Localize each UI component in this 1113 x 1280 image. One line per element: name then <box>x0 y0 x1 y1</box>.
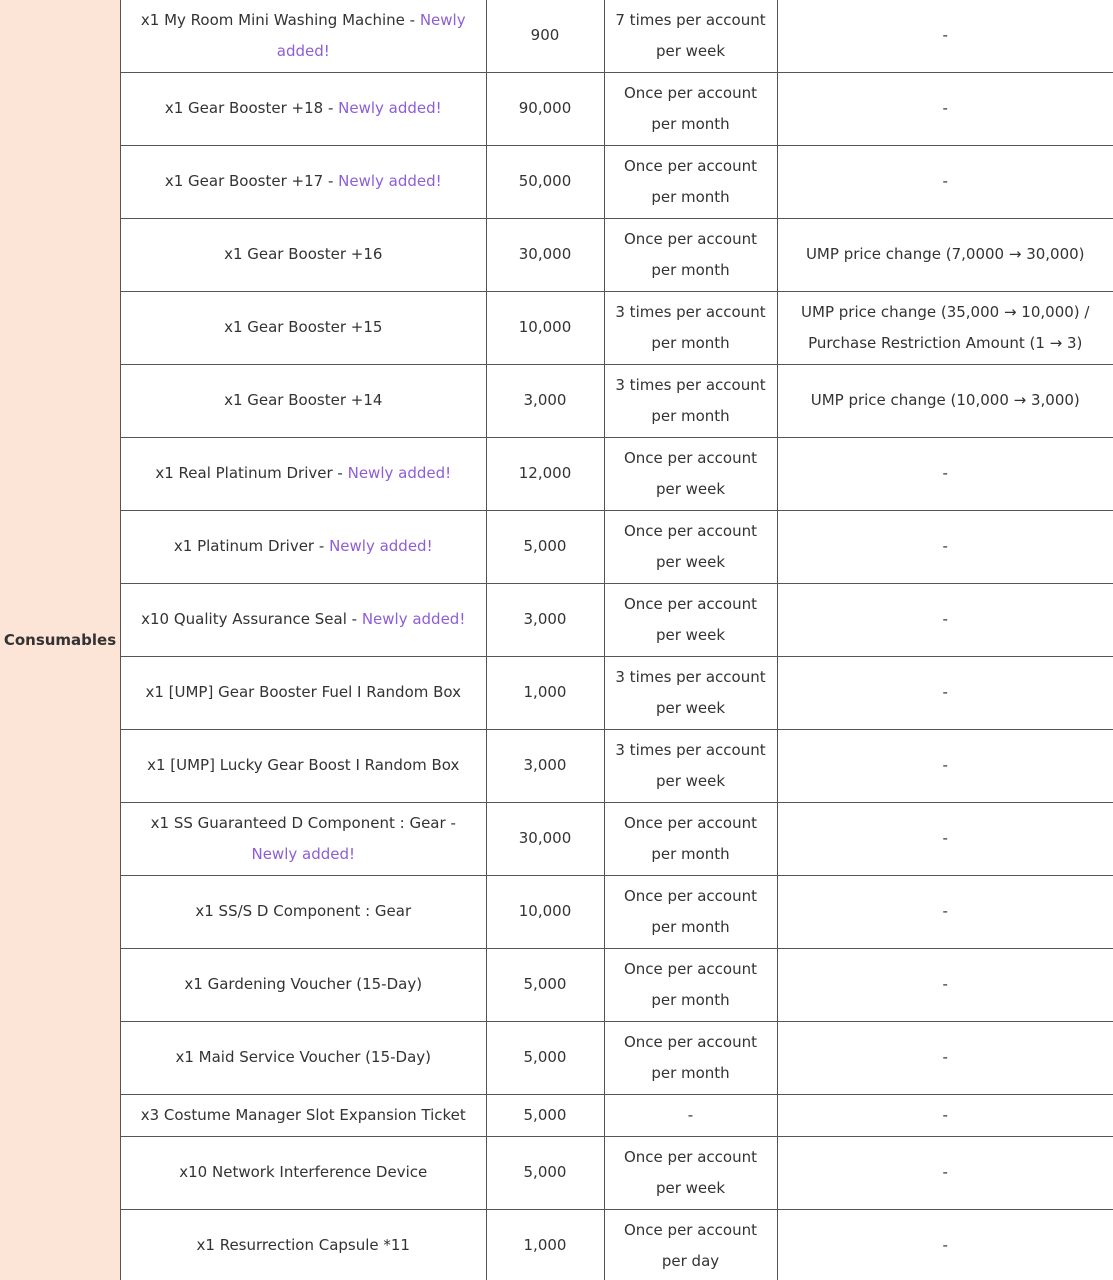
note-cell: UMP price change (7,0000 → 30,000) <box>777 218 1113 291</box>
price-cell: 30,000 <box>486 802 604 875</box>
note-cell: - <box>777 656 1113 729</box>
note-cell: - <box>777 1209 1113 1280</box>
item-cell <box>121 1209 486 1280</box>
table-row <box>121 1021 1113 1094</box>
table-row <box>121 1094 1113 1136</box>
item-cell <box>121 729 486 802</box>
limit-cell: Once per account per month <box>604 948 777 1021</box>
limit-cell: Once per account per week <box>604 1136 777 1209</box>
newly-added-label: Newly added! <box>338 172 442 190</box>
shop-table <box>121 0 1113 1280</box>
limit-cell: Once per account per month <box>604 145 777 218</box>
newly-added-label: Newly added! <box>338 99 442 117</box>
note-cell: - <box>777 437 1113 510</box>
table-row <box>121 0 1113 72</box>
item-cell <box>121 875 486 948</box>
newly-added-label: Newly added! <box>276 10 466 60</box>
limit-cell: Once per account per month <box>604 1021 777 1094</box>
newly-added-label: Newly added! <box>329 537 433 555</box>
price-cell: 90,000 <box>486 72 604 145</box>
note-cell: UMP price change (10,000 → 3,000) <box>777 364 1113 437</box>
note-cell: - <box>777 72 1113 145</box>
table-row <box>121 875 1113 948</box>
item-cell: x10 Quality Assurance Seal - Newly added! <box>121 583 486 656</box>
item-name: x3 Costume Manager Slot Expansion Ticket <box>140 1105 466 1124</box>
newly-added-label: Newly added! <box>347 464 452 482</box>
table-row <box>121 218 1113 291</box>
item-cell <box>121 948 486 1021</box>
table-row <box>121 802 1113 875</box>
limit-cell: Once per account per month <box>604 802 777 875</box>
item-name: x1 Gear Booster +16 <box>224 245 383 263</box>
price-cell: 900 <box>486 0 604 72</box>
table-row <box>121 948 1113 1021</box>
item-cell: x1 SS Guaranteed D Component : Gear - Newly added! <box>121 802 486 875</box>
note-cell: - <box>777 802 1113 875</box>
item-name: x1 Gear Booster +17 <box>164 172 324 190</box>
limit-cell: 3 times per account per week <box>604 729 777 802</box>
limit-cell: Once per account per week <box>604 583 777 656</box>
note-cell: - <box>777 729 1113 802</box>
note-cell: - <box>777 875 1113 948</box>
price-cell: 5,000 <box>486 1094 604 1136</box>
category-cell: Consumables <box>0 0 121 1280</box>
limit-cell: Once per account per month <box>604 875 777 948</box>
table-row <box>121 510 1113 583</box>
newly-added-label: Newly added! <box>251 844 356 863</box>
item-cell: x1 My Room Mini Washing Machine - Newly added! <box>121 0 486 72</box>
price-cell: 50,000 <box>486 145 604 218</box>
price-cell: 5,000 <box>486 510 604 583</box>
item-cell <box>121 1094 486 1136</box>
limit-cell: Once per account per week <box>604 510 777 583</box>
item-name: x1 [UMP] Gear Booster Fuel I Random Box <box>145 683 462 701</box>
note-cell: - <box>777 1094 1113 1136</box>
item-cell: x1 Real Platinum Driver - Newly added! <box>121 437 486 510</box>
price-cell: 5,000 <box>486 1021 604 1094</box>
item-name: x1 SS/S D Component : Gear <box>195 902 412 920</box>
table-row <box>121 291 1113 364</box>
item-name: x10 Network Interference Device <box>179 1163 428 1181</box>
item-cell <box>121 291 486 364</box>
item-name: x10 Quality Assurance Seal <box>141 610 347 628</box>
note-cell: - <box>777 1021 1113 1094</box>
note-cell: - <box>777 0 1113 72</box>
limit-cell: Once per account per month <box>604 72 777 145</box>
price-cell: 10,000 <box>486 875 604 948</box>
price-cell: 5,000 <box>486 948 604 1021</box>
price-cell: 30,000 <box>486 218 604 291</box>
item-name: x1 Platinum Driver <box>173 537 315 555</box>
table-row <box>121 145 1113 218</box>
item-cell <box>121 1021 486 1094</box>
table-row <box>121 1136 1113 1209</box>
item-name: x1 [UMP] Lucky Gear Boost I Random Box <box>147 756 460 774</box>
item-cell <box>121 218 486 291</box>
price-cell: 1,000 <box>486 1209 604 1280</box>
table-row <box>121 729 1113 802</box>
limit-cell: Once per account per day <box>604 1209 777 1280</box>
item-cell <box>121 364 486 437</box>
limit-cell: - <box>604 1094 777 1136</box>
newly-added-label: Newly added! <box>361 610 466 628</box>
item-cell: x1 Gear Booster +18 - Newly added! <box>121 72 486 145</box>
note-cell: - <box>777 1136 1113 1209</box>
limit-cell: 7 times per account per week <box>604 0 777 72</box>
table-row <box>121 437 1113 510</box>
item-cell: x1 Platinum Driver - Newly added! <box>121 510 486 583</box>
note-cell: UMP price change (35,000 → 10,000) / Purchase Restriction Amount (1 → 3) <box>777 291 1113 364</box>
item-name: x1 Resurrection Capsule *11 <box>196 1236 410 1254</box>
item-name: x1 Gear Booster +18 <box>164 99 324 117</box>
note-cell: - <box>777 510 1113 583</box>
item-name: x1 Gardening Voucher (15-Day) <box>184 975 423 993</box>
item-cell <box>121 656 486 729</box>
item-cell <box>121 1136 486 1209</box>
note-cell: - <box>777 583 1113 656</box>
table-body <box>121 0 1113 1280</box>
limit-cell: 3 times per account per month <box>604 364 777 437</box>
price-cell: 1,000 <box>486 656 604 729</box>
table-row <box>121 364 1113 437</box>
limit-cell: 3 times per account per week <box>604 656 777 729</box>
table-row <box>121 1209 1113 1280</box>
item-name: x1 SS Guaranteed D Component : Gear <box>150 813 446 832</box>
price-cell: 3,000 <box>486 364 604 437</box>
table-row <box>121 656 1113 729</box>
price-cell: 3,000 <box>486 729 604 802</box>
price-cell: 12,000 <box>486 437 604 510</box>
item-name: x1 Gear Booster +14 <box>224 391 383 409</box>
price-cell: 5,000 <box>486 1136 604 1209</box>
price-cell: 3,000 <box>486 583 604 656</box>
item-name: x1 Gear Booster +15 <box>224 318 383 336</box>
limit-cell: Once per account per week <box>604 437 777 510</box>
item-name: x1 Real Platinum Driver <box>155 464 333 482</box>
limit-cell: 3 times per account per month <box>604 291 777 364</box>
note-cell: - <box>777 145 1113 218</box>
limit-cell: Once per account per month <box>604 218 777 291</box>
note-cell: - <box>777 948 1113 1021</box>
table-row <box>121 583 1113 656</box>
item-name: x1 Maid Service Voucher (15-Day) <box>175 1048 431 1066</box>
item-name: x1 My Room Mini Washing Machine <box>140 10 405 29</box>
price-cell: 10,000 <box>486 291 604 364</box>
table-row <box>121 72 1113 145</box>
item-cell: x1 Gear Booster +17 - Newly added! <box>121 145 486 218</box>
